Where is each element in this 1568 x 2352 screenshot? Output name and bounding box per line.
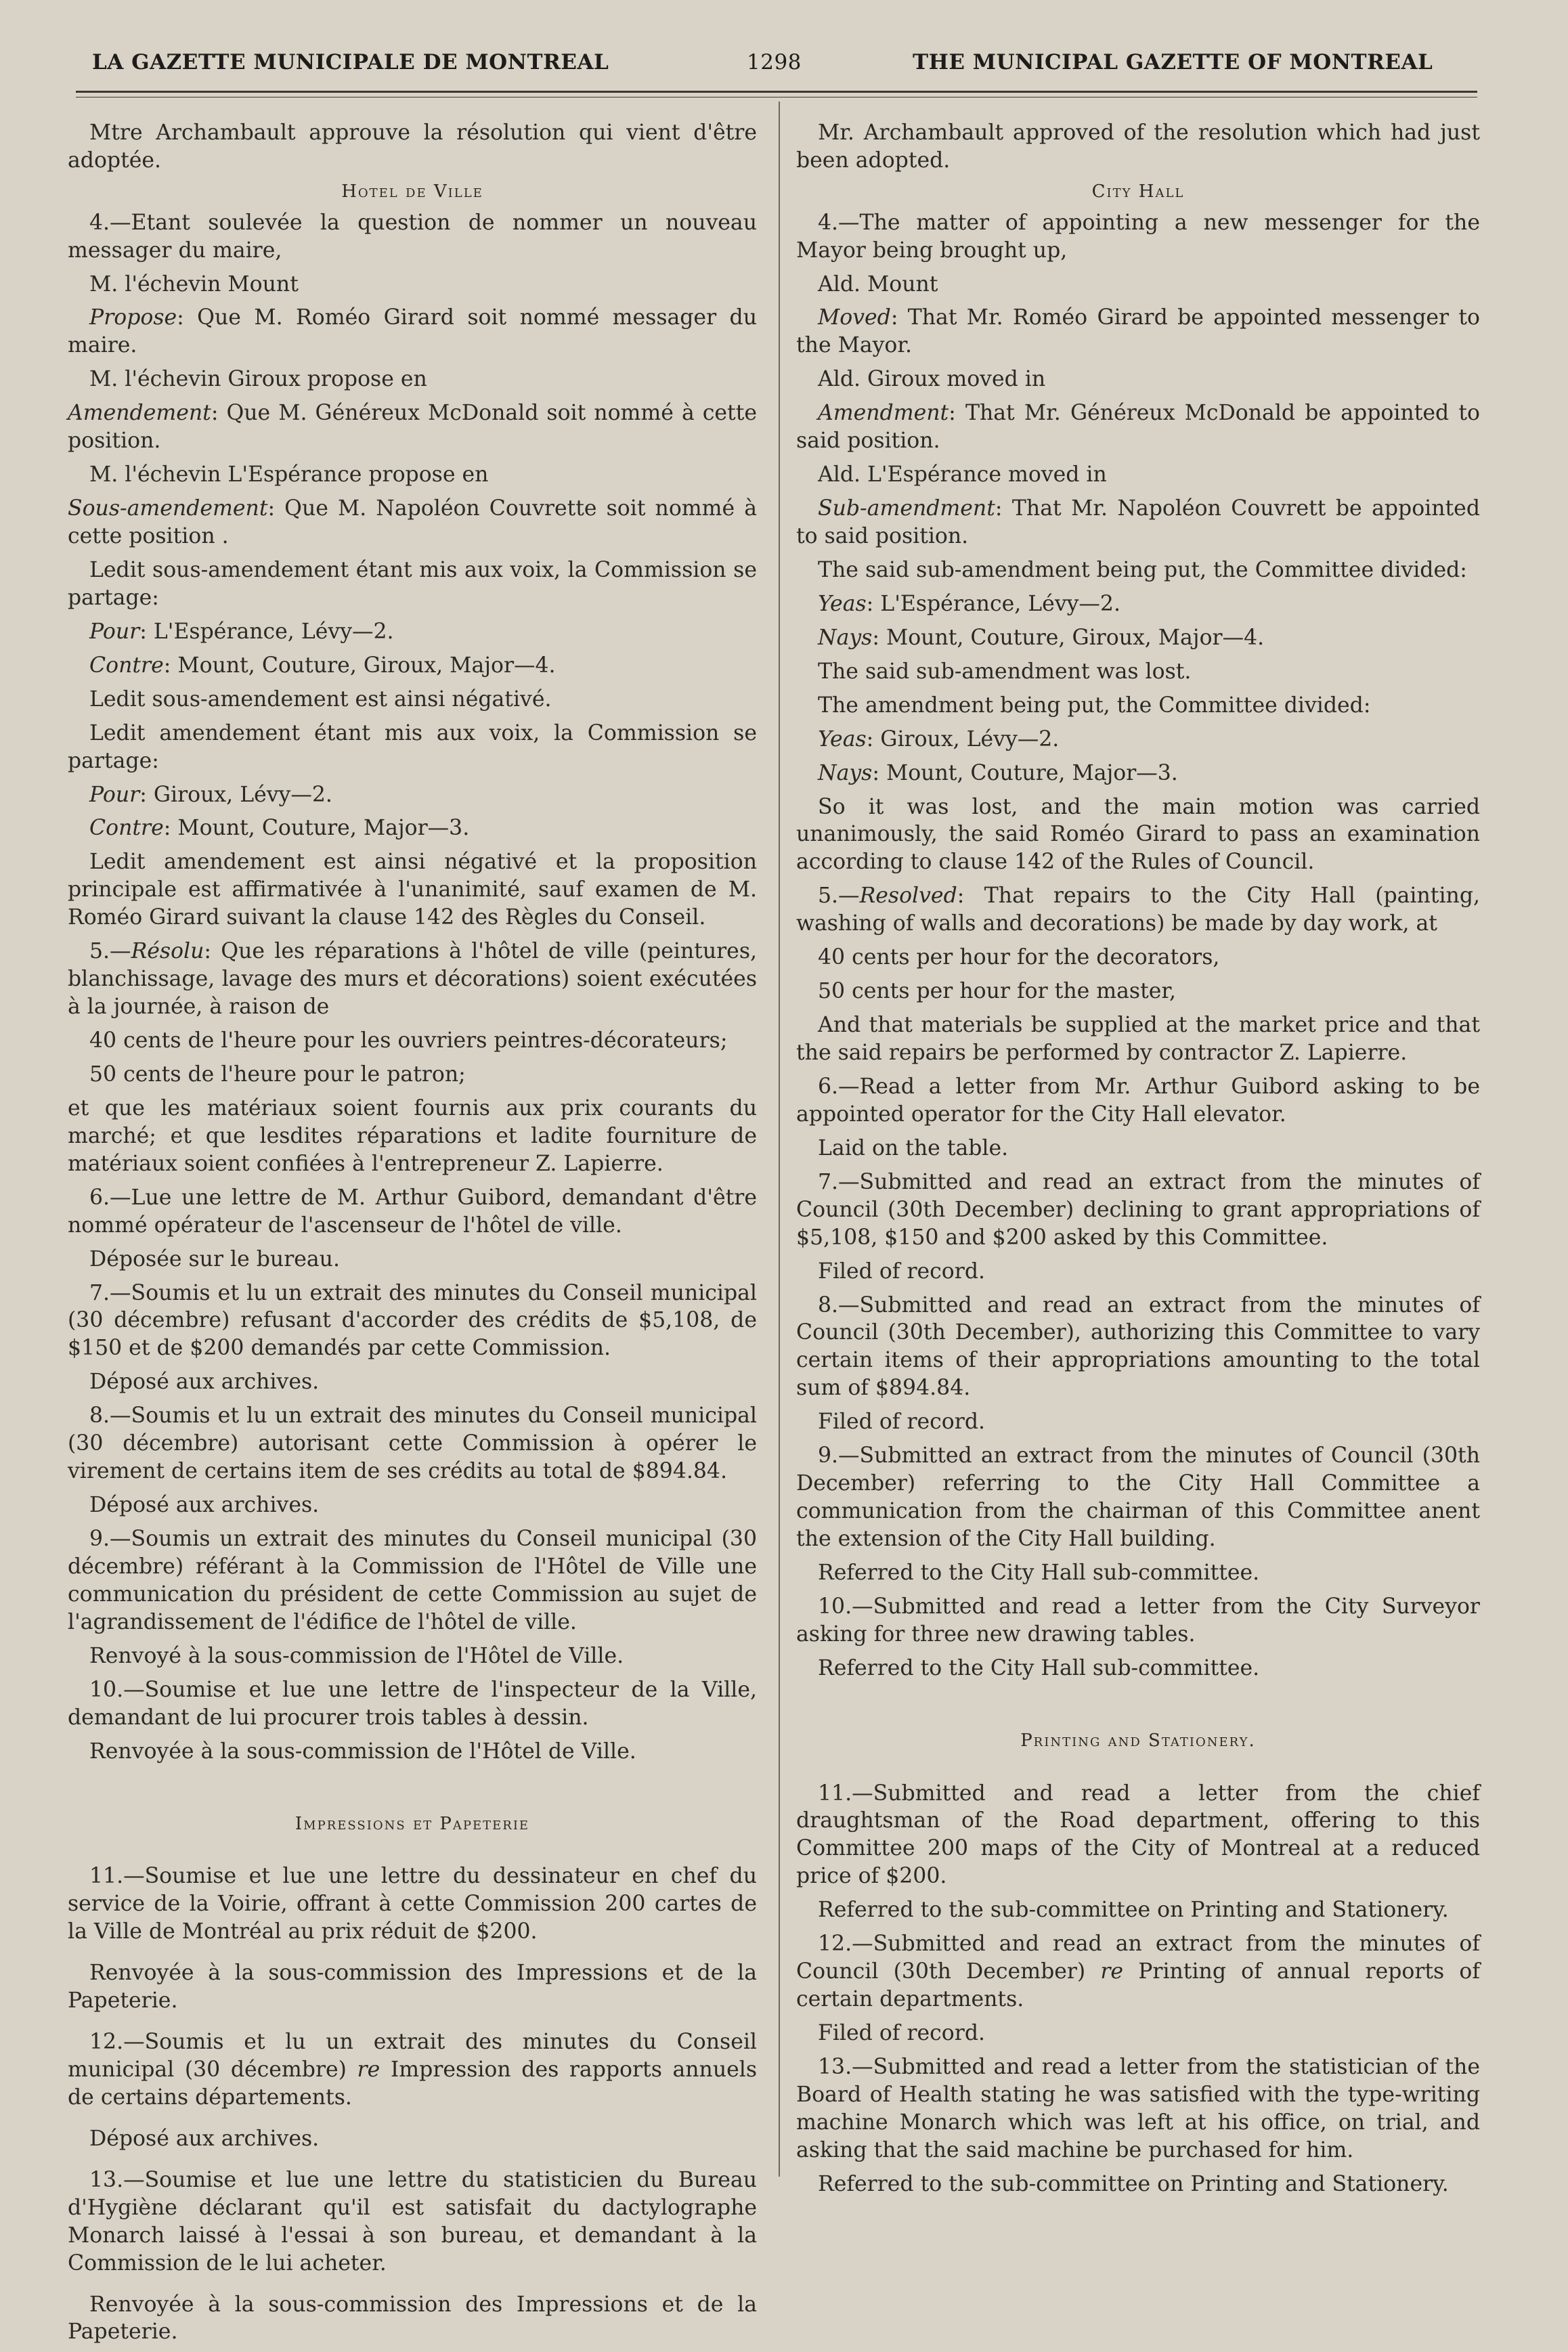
vote-text: : Giroux, Lévy—2. (866, 726, 1060, 752)
item-text: 12.—Soumis et lu un extrait des minutes du Conseil municipal (30 décembre) (68, 2030, 757, 2082)
paragraph (68, 652, 757, 680)
motion-label: Moved (818, 305, 891, 330)
vote-label: Pour (89, 782, 140, 807)
paragraph: Referred to the sub-committee on Printing and Stationery. (818, 2171, 1449, 2196)
paragraph: Ledit sous-amendement est ainsi négativé. (89, 687, 552, 712)
paragraph: 9.—Soumis un extrait des minutes du Conseil municipal (30 décembre) référant à la Commission de l'Hôtel de Ville une communication du président de cette Commission au sujet de l'agrandissement de l'édifice de l'hôtel de ville. (68, 1527, 757, 1634)
section-heading-city-hall: City Hall (1091, 181, 1185, 202)
vote-text: : Mount, Couture, Giroux, Major—4. (163, 653, 556, 678)
paragraph: Renvoyée à la sous-commission des Impressions et de la Papeterie. (68, 1961, 757, 2013)
paragraph: 8.—Soumis et lu un extrait des minutes du Conseil municipal (30 décembre) autorisant cette Commission à opérer le virement de certains item de ses crédits au total de $894.84. (68, 1403, 757, 1484)
section-heading-impressions: Impressions et Papeterie (295, 1813, 530, 1834)
vote-text: : Mount, Couture, Giroux, Major—4. (872, 625, 1265, 650)
paragraph (796, 726, 1480, 754)
paragraph: Filed of record. (818, 2021, 986, 2046)
motion-label: Sub-amendment (818, 496, 995, 521)
paragraph: Referred to the City Hall sub-committee. (818, 1560, 1260, 1585)
motion-text: : Que M. Napoléon Couvrette soit nommé à cette position . (68, 496, 757, 549)
paragraph (796, 624, 1480, 652)
motion-label: Sous-amendement (68, 496, 268, 521)
paragraph (796, 399, 1480, 455)
paragraph: Ald. Mount (818, 271, 938, 297)
paragraph (68, 781, 757, 809)
motion-text: : That Mr. Roméo Girard be appointed messenger to the Mayor. (796, 305, 1480, 358)
paragraph: 4.—The matter of appointing a new messenger for the Mayor being brought up, (796, 210, 1480, 263)
motion-text: : That Mr. Napoléon Couvrett be appointed to said position. (796, 496, 1480, 549)
paragraph: M. l'échevin Giroux propose en (89, 367, 427, 392)
paragraph: 9.—Submitted an extract from the minutes of Council (30th December) referring to the City Hall Committee a communication from the chairman of this Committee anent the extension of the City Hall building. (796, 1443, 1480, 1552)
motion-text: : Que les réparations à l'hôtel de ville (peintures, blanchissage, lavage des murs et décorations) soient exécutées à la journée, à raison de (68, 939, 757, 1020)
motion-label: Resolved (859, 884, 957, 909)
paragraph: Ledit sous-amendement étant mis aux voix, la Commission se partage: (68, 557, 757, 610)
item-text: Printing of annual reports of certain departments. (796, 1959, 1480, 2012)
item-number: 5.— (818, 884, 860, 909)
paragraph (796, 760, 1480, 787)
item-text: 12.—Submitted and read an extract from the minutes of Council (30th December) (796, 1932, 1480, 1984)
vote-text: : Mount, Couture, Major—3. (163, 816, 470, 841)
paragraph (68, 618, 757, 646)
paragraph: Ledit amendement étant mis aux voix, la Commission se partage: (68, 720, 757, 773)
paragraph: Mr. Archambault approved of the resolution which had just been adopted. (796, 121, 1480, 173)
vote-label: Contre (89, 816, 164, 841)
motion-text: : That repairs to the City Hall (painting, washing of walls and decorations) be made by day work, at (796, 884, 1480, 936)
paragraph: And that materials be supplied at the market price and that the said repairs be performed by contractor Z. Lapierre. (796, 1013, 1480, 1066)
paragraph: The said sub-amendment being put, the Committee divided: (818, 557, 1467, 582)
paragraph: 11.—Soumise et lue une lettre du dessinateur en chef du service de la Voirie, offrant à cette Commission 200 cartes de la Ville de Montréal au prix réduit de $200. (68, 1864, 757, 1944)
paragraph: Ald. L'Espérance moved in (818, 462, 1107, 487)
paragraph: Filed of record. (818, 1259, 986, 1284)
paragraph: 10.—Soumise et lue une lettre de l'inspecteur de la Ville, demandant de lui procurer trois tables à dessin. (68, 1677, 757, 1730)
motion-text: : Que M. Généreux McDonald soit nommé à cette position. (68, 401, 757, 454)
paragraph (68, 304, 757, 360)
paragraph: et que les matériaux soient fournis aux prix courants du marché; et que lesdites réparations et ladite fourniture de matériaux soient confiées à l'entrepreneur Z. Lapierre. (68, 1095, 757, 1176)
paragraph: Laid on the table. (818, 1135, 1009, 1160)
paragraph: 50 cents per hour for the master, (818, 979, 1177, 1004)
vote-label: Nays (818, 625, 873, 650)
paragraph (796, 882, 1480, 938)
paragraph (796, 1930, 1480, 2013)
column-divider (779, 102, 780, 2177)
paragraph: Referred to the City Hall sub-committee. (818, 1655, 1260, 1680)
paragraph: M. l'échevin Mount (89, 271, 299, 297)
paragraph (68, 495, 757, 550)
paragraph (796, 590, 1480, 618)
vote-label: Pour (89, 619, 140, 644)
paragraph: 7.—Submitted and read an extract from the minutes of Council (30th December) declining to grant appropriations of $5,108, $150 and $200 asked by this Committee. (796, 1169, 1480, 1250)
paragraph (796, 495, 1480, 550)
paragraph: 40 cents de l'heure pour les ouvriers peintres-décorateurs; (89, 1028, 728, 1053)
paragraph: Déposé aux archives. (89, 2126, 320, 2151)
paragraph: 10.—Submitted and read a letter from the City Surveyor asking for three new drawing tables. (796, 1594, 1480, 1647)
paragraph: 50 cents de l'heure pour le patron; (89, 1062, 466, 1087)
re-label: re (357, 2057, 380, 2082)
paragraph: Déposée sur le bureau. (89, 1246, 340, 1271)
paragraph: The said sub-amendment was lost. (818, 659, 1192, 684)
english-column (796, 119, 1480, 2204)
paragraph: 6.—Read a letter from Mr. Arthur Guibord asking to be appointed operator for the City Hall elevator. (796, 1074, 1480, 1127)
paragraph: Renvoyé à la sous-commission de l'Hôtel de Ville. (89, 1643, 624, 1668)
vote-label: Yeas (818, 726, 867, 752)
paragraph: Ald. Giroux moved in (818, 367, 1046, 392)
vote-text: : L'Espérance, Lévy—2. (866, 591, 1120, 616)
vote-label: Nays (818, 760, 873, 785)
paragraph: Referred to the sub-committee on Printing and Stationery. (818, 1898, 1449, 1923)
paragraph: Renvoyée à la sous-commission des Impressions et de la Papeterie. (68, 2292, 757, 2345)
item-text: Impression des rapports annuels de certains départements. (68, 2057, 757, 2110)
re-label: re (1100, 1959, 1124, 1984)
motion-label: Amendement (68, 401, 211, 426)
paragraph: 13.—Soumise et lue une lettre du statisticien du Bureau d'Hygiène déclarant qu'il est satisfait du dactylographe Monarch laissé à l'essai à son bureau, et demandant à la Commission de le lui acheter. (68, 2167, 757, 2275)
motion-label: Résolu (131, 939, 204, 964)
paragraph: Filed of record. (818, 1410, 986, 1435)
motion-text: : That Mr. Généreux McDonald be appointed to said position. (796, 401, 1480, 454)
page-number: 1298 (747, 50, 802, 74)
paragraph: 8.—Submitted and read an extract from the minutes of Council (30th December), authorizing this Committee to vary certain items of their appropriations amounting to the total sum of $894.84. (796, 1292, 1480, 1401)
motion-label: Amendment (818, 401, 949, 426)
vote-text: : Mount, Couture, Major—3. (872, 760, 1178, 785)
paragraph (68, 2028, 757, 2112)
item-number: 5.— (89, 939, 131, 964)
paragraph (796, 304, 1480, 360)
paragraph: Mtre Archambault approuve la résolution qui vient d'être adoptée. (68, 121, 757, 173)
paragraph: 40 cents per hour for the decorators, (818, 945, 1220, 970)
paragraph (68, 399, 757, 455)
paragraph: 6.—Lue une lettre de M. Arthur Guibord, demandant d'être nommé opérateur de l'ascenseur de l'hôtel de ville. (68, 1185, 757, 1238)
vote-text: : Giroux, Lévy—2. (139, 782, 332, 807)
paragraph: 7.—Soumis et lu un extrait des minutes du Conseil municipal (30 décembre) refusant d'accorder des crédits de $5,108, de $150 et de $200 demandés par cette Commission. (68, 1280, 757, 1361)
paragraph: M. l'échevin L'Espérance propose en (89, 462, 489, 487)
paragraph (68, 938, 757, 1021)
motion-label: Propose (89, 305, 177, 330)
motion-text: : Que M. Roméo Girard soit nommé messager du maire. (68, 305, 757, 358)
paragraph: 11.—Submitted and read a letter from the chief draughtsman of the Road department, offering to this Committee 200 maps of the City of Montreal at a reduced price of $200. (796, 1781, 1480, 1889)
vote-label: Yeas (818, 591, 867, 616)
section-heading-printing: Printing and Stationery. (1020, 1730, 1256, 1751)
paragraph: 4.—Etant soulevée la question de nommer un nouveau messager du maire, (68, 210, 757, 263)
paragraph: Déposé aux archives. (89, 1370, 320, 1395)
paragraph: Ledit amendement est ainsi négativé et la proposition principale est affirmativée à l'unanimité, sauf examen de M. Roméo Girard suivant la clause 142 des Règles du Conseil. (68, 850, 757, 930)
paragraph: 13.—Submitted and read a letter from the statistician of the Board of Health stating he was satisfied with the type-writing machine Monarch which was left at his office, on trial, and asking that the said machine be purchased for him. (796, 2054, 1480, 2162)
header-left-title: LA GAZETTE MUNICIPALE DE MONTREAL (92, 50, 609, 74)
french-column (68, 119, 757, 2352)
paragraph: Déposé aux archives. (89, 1493, 320, 1518)
paragraph: So it was lost, and the main motion was carried unanimously, the said Roméo Girard to pass an examination according to clause 142 of the Rules of Council. (796, 794, 1480, 875)
header-right-title: THE MUNICIPAL GAZETTE OF MONTREAL (913, 50, 1433, 74)
paragraph: The amendment being put, the Committee divided: (818, 693, 1371, 718)
header-rule-thick (76, 91, 1477, 93)
paragraph: Renvoyée à la sous-commission de l'Hôtel de Ville. (89, 1739, 636, 1764)
section-heading-hotel-de-ville: Hotel de Ville (341, 181, 483, 202)
vote-text: : L'Espérance, Lévy—2. (139, 619, 394, 644)
paragraph (68, 814, 757, 842)
vote-label: Contre (89, 653, 164, 678)
